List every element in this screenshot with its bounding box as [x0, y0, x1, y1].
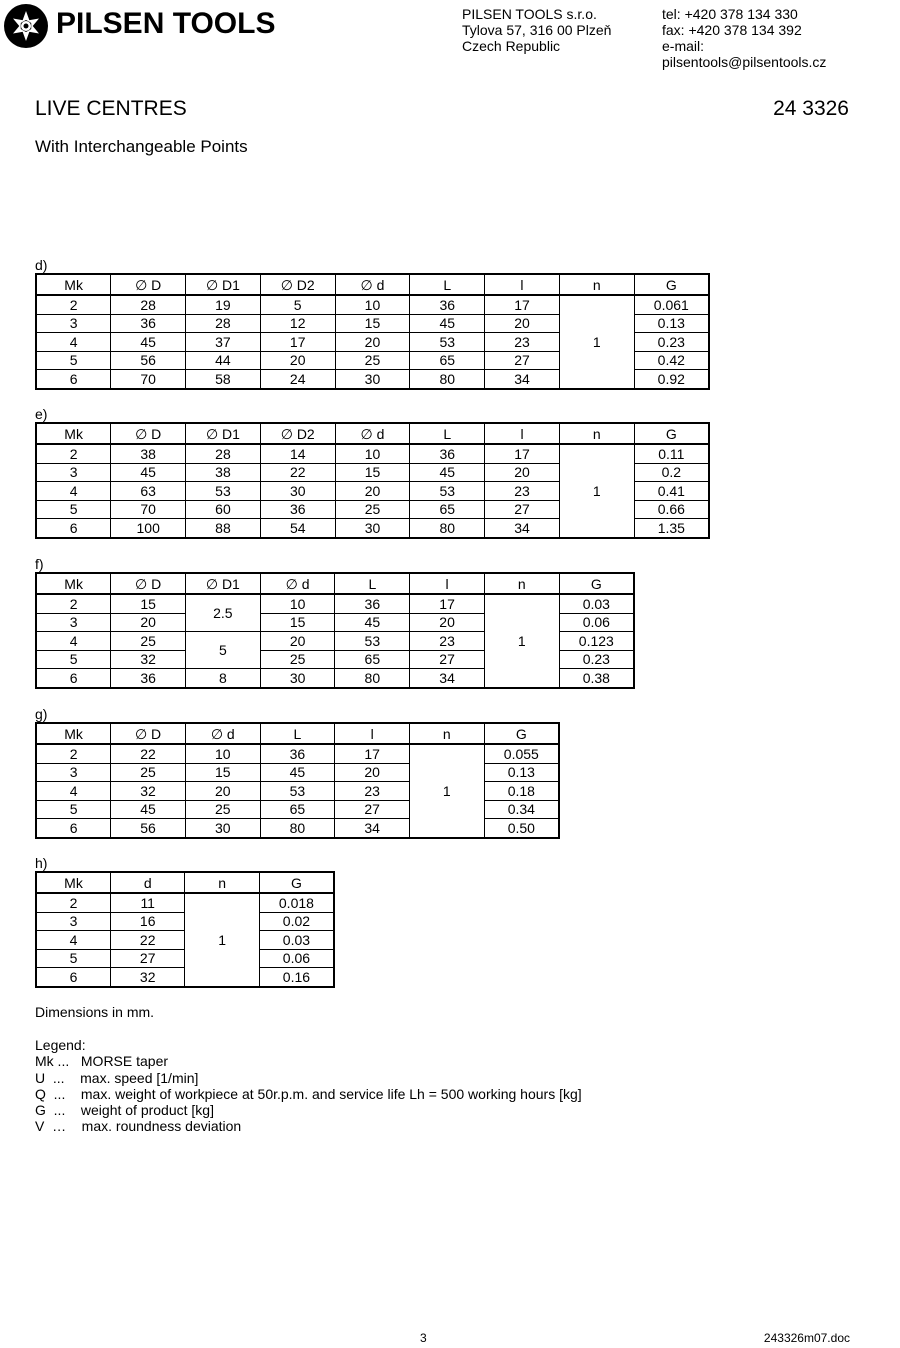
cell-mk: 3: [36, 763, 111, 782]
cell-l: 27: [485, 351, 560, 370]
cell-L: 53: [260, 782, 335, 801]
cell-d: 27: [110, 949, 184, 968]
table-header-row: [36, 723, 559, 744]
column-header: l: [335, 723, 410, 744]
cell-D: 38: [111, 444, 186, 463]
cell-mk: 3: [36, 463, 111, 482]
section-label-e: e): [35, 406, 48, 422]
cell-G: 0.2: [634, 463, 709, 482]
cell-mk: 3: [36, 314, 111, 333]
cell-mk: 4: [36, 931, 110, 950]
table-row: [36, 744, 559, 763]
cell-G: 0.03: [559, 594, 634, 613]
legend-item: G ... weight of product [kg]: [35, 1102, 214, 1119]
cell-mk: 5: [36, 949, 110, 968]
cell-D2: 12: [260, 314, 335, 333]
cell-mk: 6: [36, 968, 110, 987]
page-title: LIVE CENTRES: [35, 97, 187, 120]
cell-D: 32: [111, 650, 186, 669]
cell-D1: 53: [186, 482, 261, 501]
contact-email-label: e-mail:: [662, 38, 705, 54]
cell-D1: 19: [186, 295, 261, 314]
cell-D: 25: [111, 632, 186, 651]
company-contact: [662, 6, 826, 70]
column-header: G: [634, 423, 709, 444]
cell-L: 53: [410, 333, 485, 352]
column-header: ∅ D1: [186, 423, 261, 444]
cell-l: 23: [410, 632, 485, 651]
cell-L: 65: [260, 800, 335, 819]
contact-fax: fax: +420 378 134 392: [662, 22, 802, 38]
cell-G: 0.23: [634, 333, 709, 352]
cell-n: 1: [185, 893, 259, 987]
cell-G: 0.50: [484, 819, 559, 838]
column-header: n: [559, 274, 634, 295]
cell-d: 10: [335, 444, 410, 463]
cell-D2: 24: [260, 370, 335, 389]
company-logo-icon: [2, 2, 50, 50]
cell-mk: 4: [36, 632, 111, 651]
column-header: L: [335, 573, 410, 594]
cell-mk: 6: [36, 819, 111, 838]
cell-d: 15: [335, 314, 410, 333]
cell-mk: 6: [36, 519, 111, 538]
cell-D2: 30: [260, 482, 335, 501]
cell-G: 0.42: [634, 351, 709, 370]
cell-L: 53: [410, 482, 485, 501]
cell-D: 22: [111, 744, 186, 763]
column-header: Mk: [36, 423, 111, 444]
cell-D1: 8: [185, 669, 260, 688]
cell-G: 0.061: [634, 295, 709, 314]
cell-mk: 6: [36, 370, 111, 389]
cell-mk: 2: [36, 744, 111, 763]
cell-G: 0.23: [559, 650, 634, 669]
cell-n: 1: [559, 444, 634, 538]
cell-d: 30: [335, 370, 410, 389]
table-h: [35, 871, 335, 988]
cell-D2: 54: [260, 519, 335, 538]
cell-l: 34: [335, 819, 410, 838]
cell-L: 80: [260, 819, 335, 838]
cell-mk: 4: [36, 782, 111, 801]
cell-L: 45: [260, 763, 335, 782]
page-subtitle: With Interchangeable Points: [35, 137, 248, 156]
cell-D2: 36: [260, 500, 335, 519]
cell-G: 0.13: [634, 314, 709, 333]
table-header-row: [36, 274, 709, 295]
cell-d: 30: [185, 819, 260, 838]
cell-mk: 4: [36, 482, 111, 501]
cell-D1: 88: [186, 519, 261, 538]
cell-G: 0.38: [559, 669, 634, 688]
cell-mk: 5: [36, 351, 111, 370]
cell-n: 1: [559, 295, 634, 389]
legend-item: U ... max. speed [1/min]: [35, 1069, 199, 1086]
cell-d: 20: [335, 482, 410, 501]
cell-L: 45: [410, 314, 485, 333]
cell-d: 15: [260, 613, 335, 632]
cell-D: 45: [111, 800, 186, 819]
cell-D: 36: [111, 314, 186, 333]
cell-G: 1.35: [634, 519, 709, 538]
cell-D: 45: [111, 333, 186, 352]
cell-l: 27: [485, 500, 560, 519]
address-line: PILSEN TOOLS s.r.o.: [462, 6, 597, 22]
cell-l: 23: [335, 782, 410, 801]
cell-l: 20: [485, 463, 560, 482]
table-row: [36, 444, 709, 463]
legend-item: V … max. roundness deviation: [35, 1118, 242, 1135]
cell-D2: 5: [260, 295, 335, 314]
column-header: G: [259, 872, 334, 893]
cell-d: 30: [335, 519, 410, 538]
cell-D2: 20: [260, 351, 335, 370]
cell-l: 34: [485, 519, 560, 538]
cell-d: 10: [185, 744, 260, 763]
column-header: Mk: [36, 723, 111, 744]
cell-D: 20: [111, 613, 186, 632]
column-header: G: [484, 723, 559, 744]
column-header: ∅ D: [111, 573, 186, 594]
cell-d: 16: [110, 912, 184, 931]
table-d: [35, 273, 710, 390]
contact-tel: tel: +420 378 134 330: [662, 6, 798, 22]
cell-mk: 4: [36, 333, 111, 352]
cell-D: 70: [111, 500, 186, 519]
cell-D1: 44: [186, 351, 261, 370]
cell-D: 15: [111, 594, 186, 613]
cell-d: 10: [335, 295, 410, 314]
cell-d: 22: [110, 931, 184, 950]
column-header: G: [559, 573, 634, 594]
cell-mk: 5: [36, 650, 111, 669]
table-e: [35, 422, 710, 539]
cell-L: 45: [410, 463, 485, 482]
cell-l: 20: [335, 763, 410, 782]
cell-G: 0.16: [259, 968, 334, 987]
cell-n: 1: [484, 594, 559, 688]
cell-D1: 60: [186, 500, 261, 519]
cell-mk: 3: [36, 613, 111, 632]
cell-D: 25: [111, 763, 186, 782]
cell-G: 0.13: [484, 763, 559, 782]
column-header: ∅ d: [335, 274, 410, 295]
cell-D1: 38: [186, 463, 261, 482]
cell-D1: 28: [186, 314, 261, 333]
cell-mk: 2: [36, 594, 111, 613]
cell-D: 100: [111, 519, 186, 538]
cell-L: 65: [410, 500, 485, 519]
cell-l: 17: [335, 744, 410, 763]
cell-D2: 17: [260, 333, 335, 352]
column-header: L: [410, 423, 485, 444]
cell-L: 80: [410, 519, 485, 538]
column-header: l: [485, 274, 560, 295]
document-filename: 243326m07.doc: [763, 1331, 850, 1345]
cell-mk: 3: [36, 912, 110, 931]
cell-d: 25: [335, 351, 410, 370]
cell-L: 65: [410, 351, 485, 370]
column-header: l: [410, 573, 485, 594]
cell-D1: 28: [186, 444, 261, 463]
column-header: ∅ d: [260, 573, 335, 594]
column-header: ∅ d: [185, 723, 260, 744]
cell-mk: 6: [36, 669, 111, 688]
cell-l: 27: [335, 800, 410, 819]
cell-D1: 5: [185, 632, 260, 669]
cell-d: 25: [335, 500, 410, 519]
cell-G: 0.66: [634, 500, 709, 519]
column-header: L: [410, 274, 485, 295]
cell-L: 36: [410, 295, 485, 314]
cell-d: 20: [185, 782, 260, 801]
table-g: [35, 722, 560, 839]
section-label-f: f): [35, 556, 44, 572]
cell-D: 56: [111, 819, 186, 838]
cell-l: 23: [485, 333, 560, 352]
column-header: ∅ D1: [186, 274, 261, 295]
column-header: Mk: [36, 872, 110, 893]
column-header: n: [559, 423, 634, 444]
cell-d: 10: [260, 594, 335, 613]
cell-L: 80: [410, 370, 485, 389]
column-header: ∅ D: [111, 423, 186, 444]
column-header: ∅ D2: [260, 423, 335, 444]
cell-d: 15: [335, 463, 410, 482]
column-header: ∅ d: [335, 423, 410, 444]
contact-email[interactable]: pilsentools@pilsentools.cz: [662, 54, 827, 70]
address-line: Czech Republic: [462, 38, 561, 54]
cell-L: 36: [335, 594, 410, 613]
cell-D: 70: [111, 370, 186, 389]
cell-mk: 5: [36, 500, 111, 519]
cell-G: 0.34: [484, 800, 559, 819]
table-header-row: [36, 423, 709, 444]
cell-G: 0.03: [259, 931, 334, 950]
legend: [35, 1037, 582, 1135]
cell-L: 80: [335, 669, 410, 688]
table-f: [35, 572, 635, 689]
cell-D: 45: [111, 463, 186, 482]
cell-d: 30: [260, 669, 335, 688]
cell-L: 36: [410, 444, 485, 463]
column-header: ∅ D: [111, 274, 186, 295]
table-header-row: [36, 872, 334, 893]
cell-d: 11: [110, 893, 184, 912]
cell-G: 0.11: [634, 444, 709, 463]
legend-item: Mk ... MORSE taper: [35, 1053, 169, 1070]
section-label-h: h): [35, 855, 48, 871]
address-line: Tylova 57, 316 00 Plzeň: [462, 22, 612, 38]
cell-n: 1: [409, 744, 484, 838]
cell-G: 0.055: [484, 744, 559, 763]
cell-mk: 2: [36, 444, 111, 463]
cell-D: 36: [111, 669, 186, 688]
table-row: [36, 893, 334, 912]
cell-l: 23: [485, 482, 560, 501]
column-header: d: [110, 872, 184, 893]
cell-G: 0.18: [484, 782, 559, 801]
cell-G: 0.06: [559, 613, 634, 632]
cell-D1: 2.5: [185, 594, 260, 632]
cell-L: 65: [335, 650, 410, 669]
table-row: [36, 594, 634, 613]
cell-D: 28: [111, 295, 186, 314]
column-header: n: [484, 573, 559, 594]
cell-l: 20: [410, 613, 485, 632]
cell-D: 56: [111, 351, 186, 370]
table-row: [36, 295, 709, 314]
cell-D1: 58: [186, 370, 261, 389]
cell-D2: 14: [260, 444, 335, 463]
cell-L: 53: [335, 632, 410, 651]
column-header: n: [409, 723, 484, 744]
column-header: ∅ D2: [260, 274, 335, 295]
brand-name: PILSEN TOOLS: [56, 7, 276, 40]
cell-d: 25: [185, 800, 260, 819]
legend-title: Legend:: [35, 1037, 86, 1053]
cell-l: 17: [485, 295, 560, 314]
cell-d: 32: [110, 968, 184, 987]
cell-mk: 5: [36, 800, 111, 819]
section-label-g: g): [35, 706, 48, 722]
cell-l: 34: [485, 370, 560, 389]
column-header: ∅ D: [111, 723, 186, 744]
column-header: ∅ D1: [185, 573, 260, 594]
page-number: 3: [420, 1331, 427, 1345]
column-header: G: [634, 274, 709, 295]
cell-D2: 22: [260, 463, 335, 482]
section-label-d: d): [35, 257, 48, 273]
column-header: Mk: [36, 573, 111, 594]
company-address: [462, 6, 611, 54]
cell-l: 20: [485, 314, 560, 333]
dimensions-note: Dimensions in mm.: [35, 1004, 155, 1020]
legend-item: Q ... max. weight of workpiece at 50r.p.m. and service life Lh = 500 working hours [kg]: [35, 1085, 582, 1102]
cell-d: 25: [260, 650, 335, 669]
cell-D1: 37: [186, 333, 261, 352]
cell-G: 0.018: [259, 893, 334, 912]
cell-D: 63: [111, 482, 186, 501]
cell-l: 27: [410, 650, 485, 669]
column-header: L: [260, 723, 335, 744]
column-header: n: [185, 872, 259, 893]
cell-G: 0.92: [634, 370, 709, 389]
cell-G: 0.06: [259, 949, 334, 968]
product-code: 24 3326: [773, 97, 849, 120]
cell-G: 0.41: [634, 482, 709, 501]
cell-mk: 2: [36, 295, 111, 314]
cell-l: 17: [410, 594, 485, 613]
cell-d: 20: [260, 632, 335, 651]
column-header: l: [485, 423, 560, 444]
cell-d: 20: [335, 333, 410, 352]
cell-d: 15: [185, 763, 260, 782]
column-header: Mk: [36, 274, 111, 295]
table-header-row: [36, 573, 634, 594]
cell-L: 36: [260, 744, 335, 763]
cell-l: 17: [485, 444, 560, 463]
cell-l: 34: [410, 669, 485, 688]
cell-D: 32: [111, 782, 186, 801]
cell-G: 0.123: [559, 632, 634, 651]
cell-G: 0.02: [259, 912, 334, 931]
cell-L: 45: [335, 613, 410, 632]
cell-mk: 2: [36, 893, 110, 912]
